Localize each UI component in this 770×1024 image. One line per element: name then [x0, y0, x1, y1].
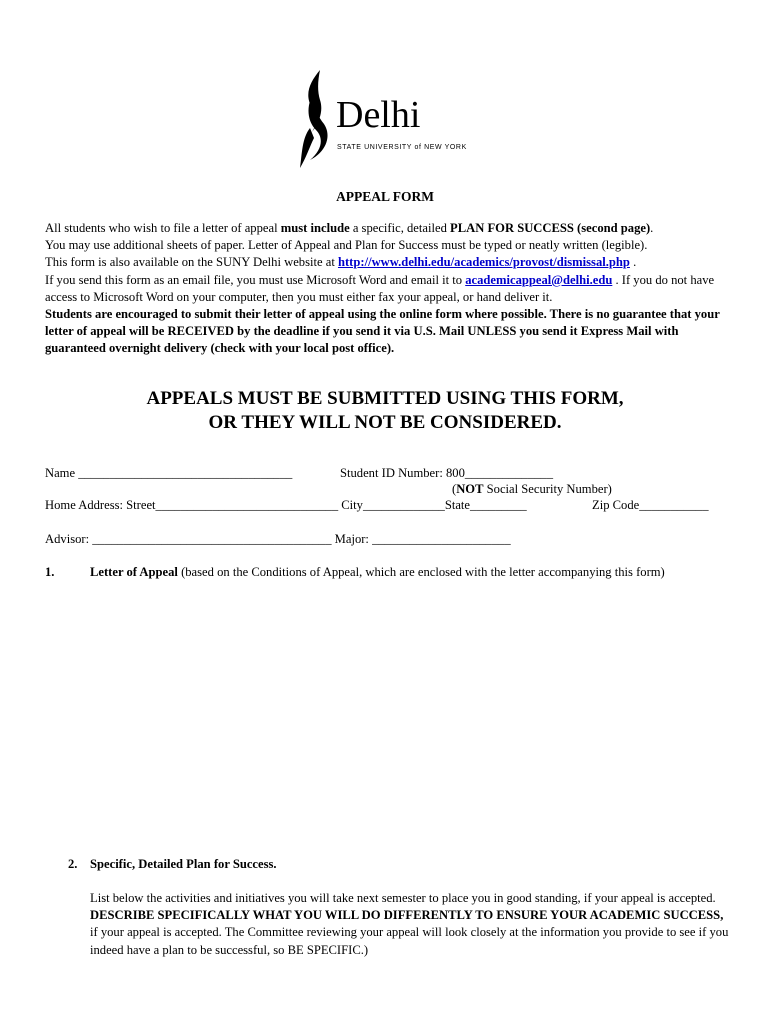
name-field[interactable]: Name __________________________________ — [45, 466, 293, 480]
student-id-field[interactable]: Student ID Number: 800______________ — [340, 466, 554, 480]
instructions-para-1: All students who wish to file a letter of appeal must include a specific, detailed PLAN FOR SUCCESS (second page). — [45, 221, 654, 235]
section-2-heading: Specific, Detailed Plan for Success. — [90, 857, 277, 871]
warning-line-2: OR THEY WILL NOT BE CONSIDERED. — [208, 412, 562, 433]
home-address-field[interactable]: Home Address: Street_____________________________ City_____________State_________ — [45, 498, 527, 512]
submission-warning — [0, 387, 770, 435]
instructions — [45, 220, 735, 358]
section-1-heading: Letter of Appeal (based on the Conditions of Appeal, which are enclosed with the letter accompanying this form) — [90, 565, 665, 579]
instructions-para-2: You may use additional sheets of paper. Letter of Appeal and Plan for Success must be typed or neatly written (legible). — [45, 238, 648, 253]
logo-wordmark: Delhi — [336, 94, 421, 136]
section-2-number: 2. — [68, 857, 78, 871]
instructions-para-3: This form is also available on the SUNY Delhi website at http://www.delhi.edu/academics/provost/dismissal.php . — [45, 255, 637, 270]
flame-emblem-icon — [298, 68, 338, 172]
instructions-para-4: If you send this form as an email file, you must use Microsoft Word and email it to academicappeal@delhi.edu . If you do not have access to Microsoft Word on your computer, then you must either fax your appeal, or hand deliver it. — [45, 272, 715, 304]
suny-delhi-logo — [298, 68, 478, 172]
warning-line-1: APPEALS MUST BE SUBMITTED USING THIS FORM, — [146, 388, 624, 409]
section-2-instructions: List below the activities and initiatives you will take next semester to place you in good standing, if your appeal is accepted. DESCRIBE SPECIFICALLY WHAT YOU WILL DO DIFFERENTLY TO ENSURE YOUR ACADEMIC SUCCESS, if your appeal is accepted. The Committee reviewing your appeal will look closely at the information you provide to see if you indeed have a plan to be successful, so BE SPECIFIC.) — [90, 891, 729, 957]
dismissal-page-link[interactable]: http://www.delhi.edu/academics/provost/dismissal.php — [337, 255, 630, 270]
advisor-major-field[interactable]: Advisor: ______________________________________ Major: ______________________ — [45, 532, 511, 546]
logo-subtitle: STATE UNIVERSITY of NEW YORK — [337, 144, 467, 151]
instructions-para-5: Students are encouraged to submit their letter of appeal using the online form where possible. There is no guarantee that your letter of appeal will be RECEIVED by the deadline if you send it via U.S. Mail UNLESS you send it Express Mail with guaranteed overnight delivery (check with your local post office). — [45, 307, 720, 356]
page-title: APPEAL FORM — [336, 189, 434, 204]
zip-code-field[interactable]: Zip Code___________ — [592, 498, 709, 512]
section-1-number: 1. — [45, 565, 55, 579]
ssn-note: (NOT Social Security Number) — [452, 482, 612, 496]
appeal-email-link[interactable]: academicappeal@delhi.edu — [465, 272, 613, 287]
